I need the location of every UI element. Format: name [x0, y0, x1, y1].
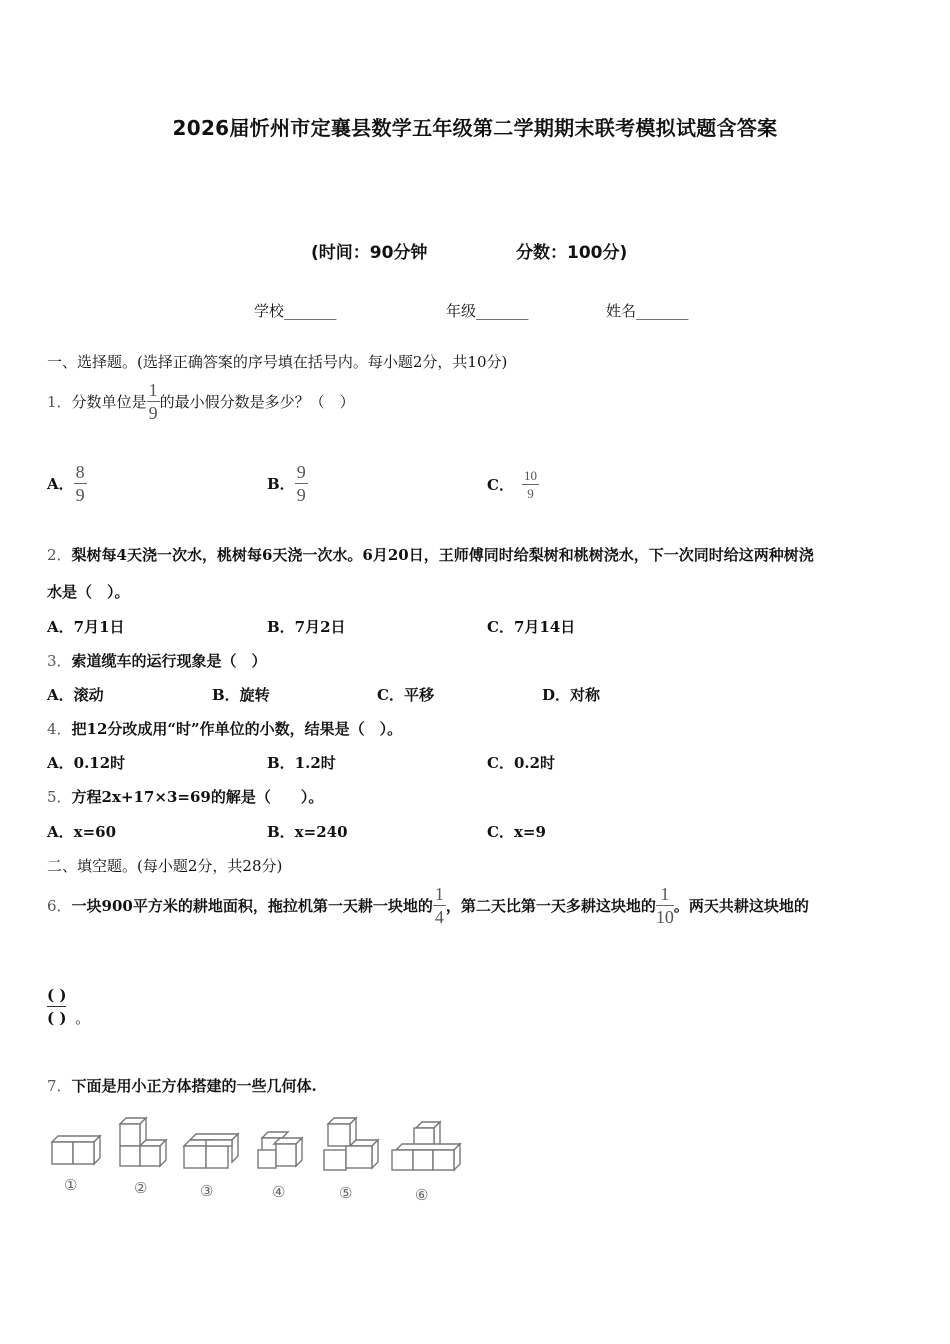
figure-caption: ⑥ — [415, 1186, 429, 1204]
cube-figure-3 — [184, 1134, 238, 1168]
question-4: 4．把12分改成用“时”作单位的小数，结果是（ ）。 — [47, 720, 403, 738]
option-a[interactable]: A．x=60 — [47, 823, 117, 841]
question-5: 5．方程2x+17×3=69的解是（ ）。 — [47, 788, 324, 806]
question-1 — [47, 376, 355, 426]
fraction: $\frac{1}{9}$ — [148, 379, 158, 423]
question-3: 3．索道缆车的运行现象是（ ） — [47, 652, 267, 670]
figure-caption: ③ — [200, 1182, 214, 1200]
question-number: 1． — [47, 392, 72, 411]
score-label: 分数：100分) — [516, 243, 628, 263]
fraction: $\frac{8}{9}$ — [75, 461, 85, 505]
cube-figure-5 — [324, 1118, 378, 1170]
figure-caption: ② — [134, 1179, 148, 1197]
option-c[interactable]: C．平移 — [377, 686, 434, 704]
fraction: $\frac{10}{9}$ — [523, 467, 537, 501]
section1-heading: 一、选择题。(选择正确答案的序号填在括号内。每小题2分，共10分) — [47, 353, 508, 371]
section2-heading: 二、填空题。(每小题2分，共28分) — [47, 857, 283, 875]
option-c[interactable]: C．7月14日 — [487, 618, 576, 636]
question-text: 分数单位是 — [71, 392, 147, 411]
question-6: 6． 一块900平方米的耕地面积，拖拉机第一天耕一块地的 $\frac{1}{4}$ ，第二天比第一天多耕这块地的 $\frac{1}{10}$ 。两天共耕这块地的 — [47, 883, 809, 927]
figure-caption: ① — [64, 1176, 78, 1194]
question-7: 7．下面是用小正方体搭建的一些几何体. — [47, 1077, 317, 1095]
figure-caption: ④ — [272, 1183, 286, 1201]
option-c[interactable]: C．0.2时 — [487, 754, 556, 772]
cube-figure-4 — [258, 1132, 302, 1168]
option-c[interactable]: C． $\frac{10}{9}$ — [487, 467, 537, 501]
cube-figure-1 — [52, 1136, 100, 1164]
time-label: (时间：90分钟 — [311, 243, 428, 263]
cube-figures — [40, 1110, 480, 1210]
cube-figure-6 — [392, 1122, 460, 1170]
option-d[interactable]: D．对称 — [542, 686, 601, 704]
figure-caption: ⑤ — [339, 1184, 353, 1202]
fraction: $\frac{1}{10}$ — [655, 883, 674, 927]
cube-figure-2 — [120, 1118, 166, 1166]
question-2-cont: 水是（ ）。 — [47, 583, 130, 601]
option-a[interactable]: A．0.12时 — [47, 754, 126, 772]
option-b[interactable]: B． $\frac{9}{9}$ — [267, 461, 306, 505]
page-title: 2026届忻州市定襄县数学五年级第二学期期末联考模拟试题含答案 — [172, 116, 778, 140]
name-field[interactable]: 姓名_______ — [606, 302, 689, 320]
option-b[interactable]: B．7月2日 — [267, 618, 346, 636]
fraction: $\frac{1}{4}$ — [434, 883, 444, 927]
fraction: $\frac{9}{9}$ — [296, 461, 306, 505]
option-b[interactable]: B．旋转 — [212, 686, 270, 704]
option-c[interactable]: C．x=9 — [487, 823, 546, 841]
option-a[interactable]: A． $\frac{8}{9}$ — [47, 461, 85, 505]
answer-blank-fraction[interactable]: ( ) ( ) 。 — [47, 986, 91, 1027]
option-b[interactable]: B．x=240 — [267, 823, 348, 841]
question-2: 2．梨树每4天浇一次水，桃树每6天浇一次水。6月20日，王师傅同时给梨树和桃树浇水，下一次同时给这两种树浇 — [47, 546, 814, 564]
grade-field[interactable]: 年级_______ — [446, 302, 529, 320]
option-a[interactable]: A．7月1日 — [47, 618, 125, 636]
school-field[interactable]: 学校_______ — [254, 302, 337, 320]
question-text: 的最小假分数是多少？（ ） — [159, 392, 355, 411]
option-b[interactable]: B．1.2时 — [267, 754, 336, 772]
option-a[interactable]: A．滚动 — [47, 686, 104, 704]
